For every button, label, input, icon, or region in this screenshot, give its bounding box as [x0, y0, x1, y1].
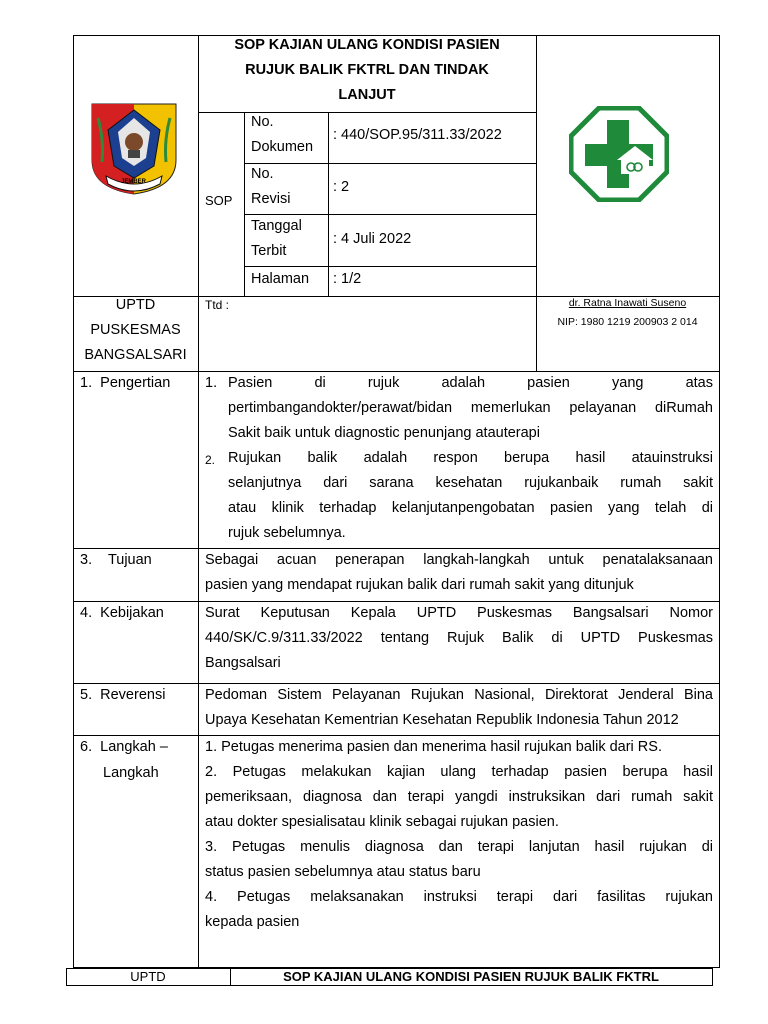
- langkah-text: [205, 735, 713, 935]
- paragraph-line: Upaya Kesehatan Kementrian Kesehatan Republik Indonesia Tahun 2012: [205, 712, 679, 728]
- section-label-langkah-1: 6. Langkah –: [80, 739, 168, 755]
- signer-name: dr. Ratna Inawati Suseno: [568, 297, 687, 309]
- revision-value: : 2: [333, 179, 350, 195]
- org-name-line-1: UPTD: [115, 297, 156, 313]
- sop-title-line-1: SOP KAJIAN ULANG KONDISI PASIEN: [234, 37, 500, 53]
- page-label: Halaman: [251, 271, 310, 287]
- sop-title-line-3: LANJUT: [338, 87, 396, 103]
- paragraph-line: status pasien sebelumnya atau status baru: [205, 864, 481, 880]
- ttd-label: Ttd :: [205, 298, 230, 312]
- pengertian-item-2-number: 2.: [205, 453, 216, 467]
- issue-date-value: : 4 Juli 2022: [333, 231, 412, 247]
- logo-caption: JEMBER: [121, 179, 147, 185]
- revision-label-1: No.: [251, 166, 274, 182]
- signer-nip: NIP: 1980 1219 200903 2 014: [557, 316, 698, 328]
- paragraph-line: pertimbangandokter/perawat/bidan memerlukan pelayanan diRumah: [228, 400, 713, 416]
- doc-number-label-1: No.: [251, 114, 274, 130]
- paragraph-line: Pasien di rujuk adalah pasien yang atas: [228, 375, 713, 391]
- revision-label-2: Revisi: [251, 191, 291, 207]
- paragraph-line: 2. Petugas melakukan kajian ulang terhadap pasien berupa hasil: [205, 764, 713, 780]
- paragraph-line: Surat Keputusan Kepala UPTD Puskesmas Bangsalsari Nomor: [205, 605, 713, 621]
- section-label-kebijakan: 4. Kebijakan: [80, 605, 164, 621]
- paragraph-line: pemeriksaan, diagnosa dan terapi yangdi instruksikan dari rumah sakit: [205, 789, 713, 805]
- paragraph-line: 440/SK/C.9/311.33/2022 tentang Rujuk Balik di UPTD Puskesmas: [205, 630, 713, 646]
- paragraph-line: atau klinik terhadap kelanjutanpengobatan pasien yang telah di: [228, 500, 713, 516]
- doc-number-value: : 440/SOP.95/311.33/2022: [333, 127, 502, 143]
- org-name-line-3: BANGSALSARI: [84, 347, 187, 363]
- jember-logo: [88, 100, 180, 196]
- tujuan-text: [205, 548, 713, 598]
- org-name-line-2: PUSKESMAS: [90, 322, 181, 338]
- page-value: : 1/2: [333, 271, 362, 287]
- pengertian-item-1: [228, 371, 713, 446]
- paragraph-line: Sebagai acuan penerapan langkah-langkah untuk penatalaksanaan: [205, 552, 713, 568]
- sop-title-line-2: RUJUK BALIK FKTRL DAN TINDAK: [245, 62, 489, 78]
- puskesmas-logo: [569, 106, 669, 202]
- section-label-langkah-2: Langkah: [103, 765, 159, 781]
- paragraph-line: Sakit baik untuk diagnostic penunjang atauterapi: [228, 425, 540, 441]
- section-label-reverensi: 5. Reverensi: [80, 687, 166, 703]
- paragraph-line: selanjutnya dari sarana kesehatan rujukanbaik rumah sakit: [228, 475, 713, 491]
- section-label-pengertian: 1. Pengertian: [80, 375, 171, 391]
- paragraph-line: pasien yang mendapat rujukan balik dari rumah sakit yang ditunjuk: [205, 577, 634, 593]
- doc-number-label-2: Dokumen: [251, 139, 314, 155]
- paragraph-line: Bangsalsari: [205, 655, 281, 671]
- paragraph-line: atau dokter spesialisatau klinik sebagai rujukan pasien.: [205, 814, 559, 830]
- paragraph-line: Pedoman Sistem Pelayanan Rujukan Nasional, Direktorat Jenderal Bina: [205, 687, 713, 703]
- paragraph-line: Rujukan balik adalah respon berupa hasil atauinstruksi: [228, 450, 713, 466]
- issue-date-label-1: Tanggal: [251, 218, 302, 234]
- footer-title: SOP KAJIAN ULANG KONDISI PASIEN RUJUK BALIK FKTRL: [283, 969, 659, 984]
- paragraph-line: 3. Petugas menulis diagnosa dan terapi lanjutan hasil rujukan di: [205, 839, 713, 855]
- pengertian-item-2: [228, 446, 713, 546]
- sop-label: SOP: [205, 193, 233, 208]
- reverensi-text: [205, 683, 713, 733]
- paragraph-line: rujuk sebelumnya.: [228, 525, 346, 541]
- pengertian-item-1-number: 1.: [205, 375, 218, 391]
- issue-date-label-2: Terbit: [251, 243, 287, 259]
- paragraph-line: 4. Petugas melaksanakan instruksi terapi dari fasilitas rujukan: [205, 889, 713, 905]
- footer-org: UPTD: [130, 969, 166, 984]
- paragraph-line: 1. Petugas menerima pasien dan menerima hasil rujukan balik dari RS.: [205, 739, 662, 755]
- section-label-tujuan: 3. Tujuan: [80, 552, 152, 568]
- paragraph-line: kepada pasien: [205, 914, 300, 930]
- kebijakan-text: [205, 601, 713, 676]
